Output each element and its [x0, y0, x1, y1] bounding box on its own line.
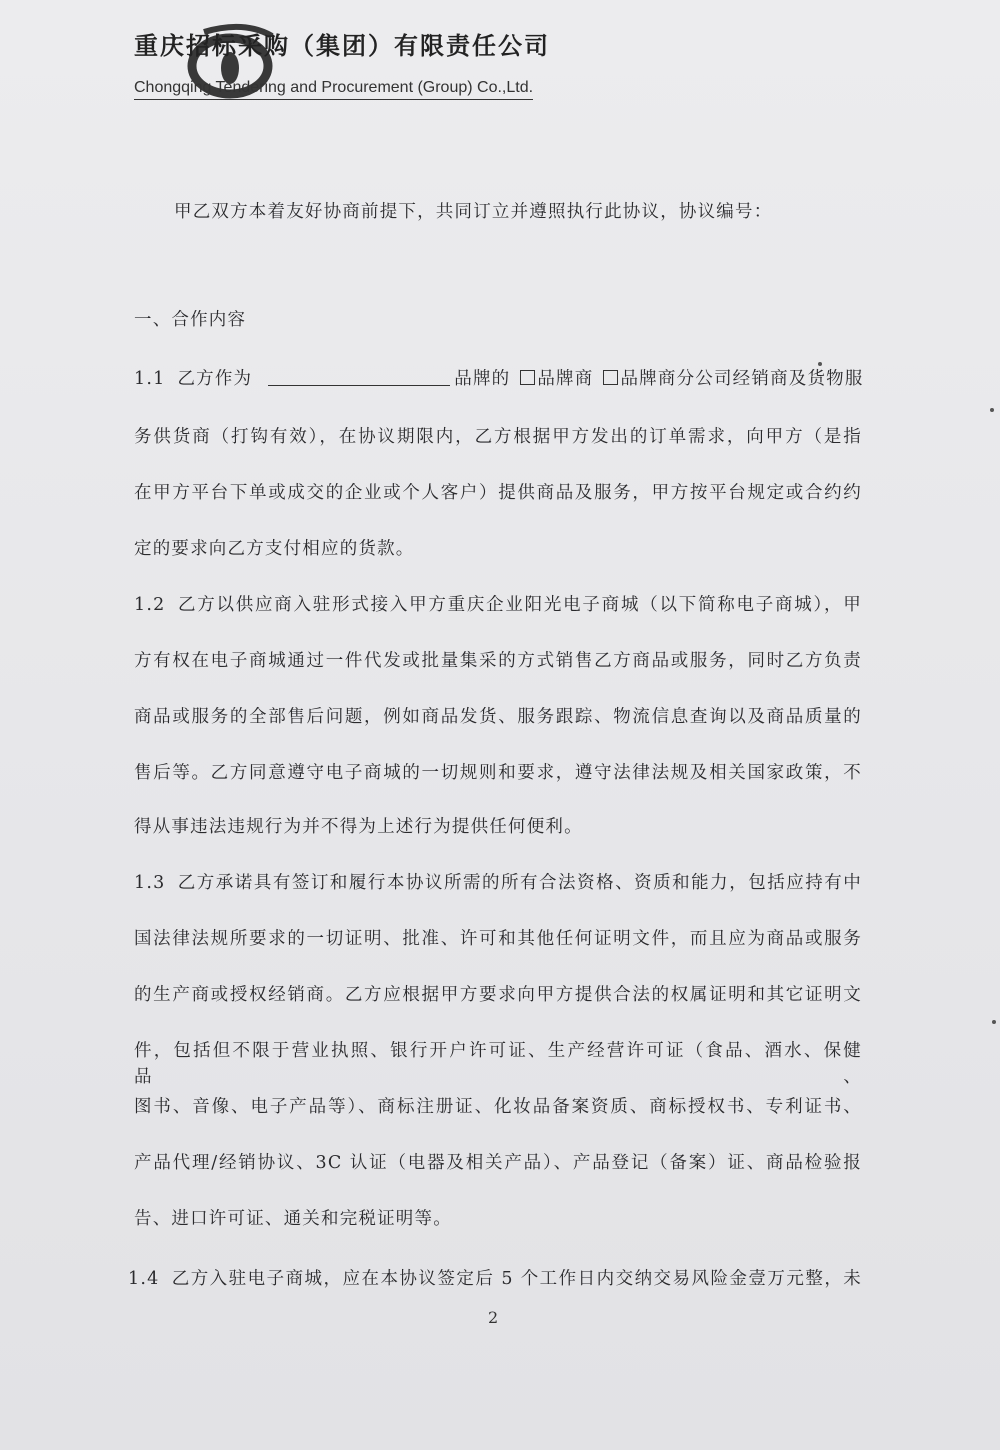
section-title: 一、合作内容: [134, 310, 247, 330]
text-line: 方有权在电子商城通过一件代发或批量集采的方式销售乙方商品或服务，同时乙方负责: [134, 651, 862, 671]
clause-number: 1.3: [134, 873, 166, 893]
text-line: 件，包括但不限于营业执照、银行开户许可证、生产经营许可证（食品、酒水、保健品、: [134, 1041, 862, 1087]
page-number: 2: [488, 1308, 499, 1327]
text-line: 售后等。乙方同意遵守电子商城的一切规则和要求，遵守法律法规及相关国家政策，不: [134, 763, 862, 783]
brand-owner-checkbox[interactable]: [520, 370, 535, 385]
company-name-cn: 重庆招标采购（集团）有限责任公司: [134, 32, 550, 60]
text-line: 得从事违法违规行为并不得为上述行为提供任何便利。: [134, 817, 583, 837]
distributor-checkbox[interactable]: [603, 370, 618, 385]
clause-text: 乙方以供应商入驻形式接入甲方重庆企业阳光电子商城（以下简称电子商城），甲: [177, 595, 862, 615]
scan-speck: [992, 1020, 996, 1024]
text-line: 告、进口许可证、通关和完税证明等。: [134, 1209, 452, 1229]
clause-text: 乙方承诺具有签订和履行本协议所需的所有合法资格、资质和能力，包括应持有中: [177, 873, 862, 893]
text-line: 务供货商（打钩有效），在协议期限内，乙方根据甲方发出的订单需求，向甲方（是指: [134, 427, 862, 447]
clause-number: 1.2: [134, 595, 166, 615]
brand-blank-field[interactable]: [268, 367, 450, 386]
clause-text: 乙方作为: [177, 369, 253, 389]
text-line: 商品或服务的全部售后问题，例如商品发货、服务跟踪、物流信息查询以及商品质量的: [134, 707, 862, 727]
scan-speck: [990, 408, 994, 412]
text-line: 国法律法规所要求的一切证明、批准、许可和其他任何证明文件，而且应为商品或服务: [134, 929, 862, 949]
clause-number: 1.4: [128, 1269, 160, 1289]
checkbox-label: 品牌商: [537, 369, 594, 389]
checkbox-label: 品牌商分公司经销商及货物服: [620, 369, 864, 389]
text-line: 图书、音像、电子产品等）、商标注册证、化妆品备案资质、商标授权书、专利证书、: [134, 1097, 862, 1117]
clause-text: 乙方入驻电子商城，应在本协议签定后 5 个工作日内交纳交易风险金壹万元整，未: [171, 1269, 862, 1289]
clause-1-3-first-line: [134, 870, 862, 896]
intro-text: 甲乙双方本着友好协商前提下，共同订立并遵照执行此协议，协议编号：: [174, 202, 773, 222]
text-line: 产品代理/经销协议、3C 认证（电器及相关产品）、产品登记（备案）证、商品检验报: [134, 1153, 862, 1173]
letterhead: [134, 24, 594, 104]
scan-speck: [818, 362, 822, 366]
clause-1-2-first-line: [134, 592, 862, 618]
text-line: 定的要求向乙方支付相应的货款。: [134, 539, 415, 559]
clause-1-1-first-line: [134, 366, 862, 392]
clause-1-4-line: [128, 1266, 862, 1292]
clause-number: 1.1: [134, 369, 166, 389]
company-name-en: Chongqing Tendering and Procurement (Group) Co.,Ltd.: [134, 79, 533, 100]
text-line: 的生产商或授权经销商。乙方应根据甲方要求向甲方提供合法的权属证明和其它证明文: [134, 985, 862, 1005]
clause-text: 品牌的: [454, 369, 511, 389]
text-line: 在甲方平台下单或成交的企业或个人客户）提供商品及服务，甲方按平台规定或合约约: [134, 483, 862, 503]
